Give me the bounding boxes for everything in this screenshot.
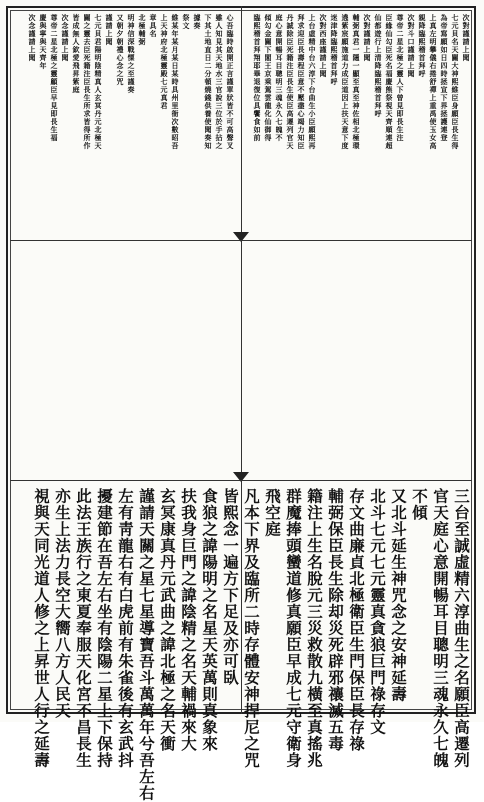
text-column: 慶與寧與天齊年 bbox=[39, 14, 48, 70]
text-column: 北斗七元七元靈真貪狼巨門祿存文 bbox=[368, 488, 387, 736]
section-divider bbox=[10, 240, 472, 241]
text-column: 又朝夕朝禮心念之咒 bbox=[116, 14, 125, 86]
text-column: 尊帝二星北極之靈人下曾見即長生注 bbox=[396, 14, 405, 142]
text-column: 皆熙念一遍方下足及亦可臥 bbox=[221, 488, 240, 686]
text-column: 食狼之諱陽明之名星天英萬則真象來 bbox=[200, 488, 219, 752]
text-column: 又北斗延生神咒念之安神延壽 bbox=[389, 488, 408, 703]
text-column: 群魔捧頭蠻道修真願臣早成七元守衛身 bbox=[284, 488, 303, 769]
text-column: 左有靑龍右有白虎前有朱雀後有玄武抖 bbox=[116, 488, 135, 769]
text-column: 擾建節在吾左右坐有陰陽二星上下保持 bbox=[95, 488, 114, 769]
text-column: 凡本下界及臨所二時存體安神捍尼之咒 bbox=[242, 488, 261, 769]
text-column: 臨熙稽首拜翔耶畢退復位具饗食如前 bbox=[253, 14, 262, 142]
text-column: 維某年某月某日某時具州里衙次數昭吾 bbox=[171, 14, 180, 150]
text-column: 傾勾金關下閣王京乘駕雲龍化仙御得 bbox=[264, 14, 273, 142]
text-block-top-right bbox=[252, 14, 470, 236]
text-column: 明神信深戰慄之至謹奏 bbox=[127, 14, 136, 94]
text-column: 次對斗口謹請上聞 bbox=[407, 14, 416, 78]
text-column: 視與天同光道人修之上昇世人行之延壽 bbox=[32, 488, 51, 769]
text-column: 拜求迎臣長壽程臣意不壓盡心竭力知臣 bbox=[297, 14, 306, 150]
text-column: 次對西座謹請上聞 bbox=[319, 14, 328, 78]
section-divider bbox=[10, 480, 472, 481]
text-column: 雖人知見其天地水三官說三位於手拈之 bbox=[215, 14, 224, 150]
text-column: 庭心意開暢耳目聰明三魂永久七魄不 bbox=[275, 14, 284, 142]
text-column: 心吾臨時啟開正言謹單狀皆不可高聲叉 bbox=[226, 14, 235, 150]
text-column: 關之靈去臣死籍注臣長生所求皆得所作 bbox=[83, 14, 92, 150]
text-column: 飛空庭 bbox=[263, 488, 282, 538]
text-column: 不傾 bbox=[410, 488, 429, 521]
text-column: 迷津降臨熙稽首拜呼 bbox=[330, 14, 339, 86]
text-column: 為帝寫願如日四時拯宣下界拯護連登 bbox=[440, 14, 449, 142]
text-column: 尊帝二星北極之靈顧臣早見即長生福 bbox=[50, 14, 59, 142]
text-column: 七元貝君陽明陰精真人玄冥丹元北極天 bbox=[94, 14, 103, 150]
text-column: 三台至誠虛精六淳曲生之名願臣高遷列 bbox=[452, 488, 471, 769]
text-block-top-left bbox=[16, 14, 234, 236]
text-column: 皆成無人欽愛飛昇紫庭 bbox=[72, 14, 81, 94]
text-column: 籍注上生名脫元三災救散九橫至真搖兆 bbox=[305, 488, 324, 769]
text-block-bottom bbox=[14, 488, 471, 802]
text-column: 亦生上法力長空大嚮八方人民天 bbox=[53, 488, 72, 719]
text-column: 上台虛精中台六淳下台曲生小臣願熙再 bbox=[308, 14, 317, 150]
text-column: 玄冥康真丹元武曲之諱北極之名天衝 bbox=[158, 488, 177, 752]
text-column: 據奏 bbox=[193, 14, 202, 30]
text-column: 官天庭心意開暢耳目聰明三魂永久七魄 bbox=[431, 488, 450, 769]
text-column: 次對謹請上聞 bbox=[462, 14, 471, 62]
text-column: 丹誠除臣死籍注臣長生使臣高遷列官天 bbox=[286, 14, 295, 150]
text-column: 親降臨熙稽首拜呼 bbox=[418, 14, 427, 78]
text-column: 下其土地直日二分頓燒錢供養使聞奏知 bbox=[204, 14, 213, 150]
text-column: 謹請上聞 bbox=[105, 14, 114, 46]
text-column: 祭文 bbox=[182, 14, 191, 30]
text-column: 此法王族行之東夏奉服天化宮不昌長生 bbox=[74, 488, 93, 769]
text-column: 謹請天關之星七星導寶吾斗萬萬年兮吾左右 bbox=[137, 488, 156, 802]
text-column: 上天神府北極靈殿七元真君 bbox=[160, 14, 169, 110]
text-column: 次對謹請上聞 bbox=[363, 14, 372, 62]
text-column: 次念謹請上聞 bbox=[28, 14, 37, 62]
text-column: 存文曲廉貞北極衛臣生門保臣長存祿 bbox=[347, 488, 366, 752]
text-column: 章具名 bbox=[149, 14, 158, 38]
text-column: 仙都遊行上清降臨熙稽首拜呼 bbox=[374, 14, 383, 118]
text-column: 北極輔弼 bbox=[138, 14, 147, 46]
text-column: 輔弼真君一隱一顯至真至神佐相北極環 bbox=[352, 14, 361, 150]
text-column: 臣緣仙勾臣死名福慶熊祭視天齊順連超 bbox=[385, 14, 394, 150]
text-column: 扶我身巨門之諱陰精之名天輔禍來大 bbox=[179, 488, 198, 752]
text-column: 七元貝名天關大神熙維臣身願臣長生得 bbox=[451, 14, 460, 150]
text-column: 遶紫宸願施道力成臣道因上扶天意下度 bbox=[341, 14, 350, 150]
text-column: 輔弼保臣長生除却災死辟邪禳滅五毒 bbox=[326, 488, 345, 752]
text-column: 次念謹請上聞 bbox=[61, 14, 70, 62]
text-column: 上真左明攀儀右捲舒禪上重禹使玉女高 bbox=[429, 14, 438, 150]
